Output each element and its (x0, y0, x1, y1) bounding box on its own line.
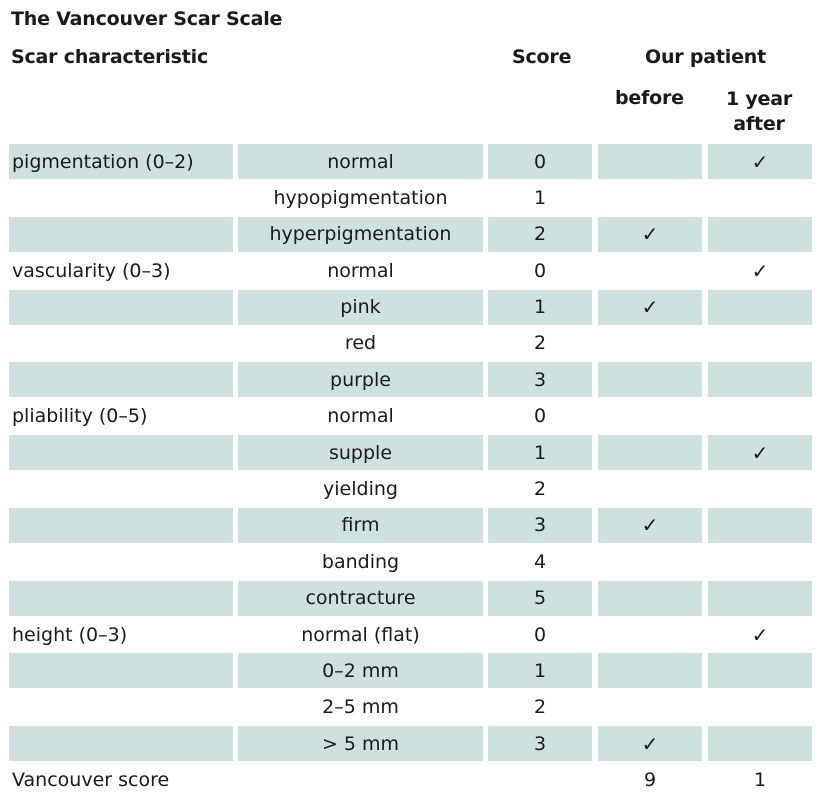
before-cell (598, 326, 702, 361)
after-check-icon: ✓ (751, 258, 769, 283)
after-check-icon: ✓ (751, 622, 769, 647)
before-cell (598, 690, 702, 725)
before-cell (598, 144, 702, 179)
before-cell (598, 617, 702, 652)
table-row (0, 217, 825, 253)
level-cell: hypopigmentation (273, 186, 448, 209)
header-score: Score (512, 46, 572, 68)
total-label: Vancouver score (12, 769, 170, 791)
before-cell (598, 581, 702, 616)
before-check-icon: ✓ (598, 508, 702, 543)
level-cell: supple (238, 435, 483, 470)
total-before: 9 (643, 769, 657, 791)
table-row (0, 326, 825, 362)
characteristic-cell (9, 581, 233, 616)
before-check-icon: ✓ (598, 217, 702, 252)
before-check-icon: ✓ (598, 726, 702, 761)
characteristic-cell: vascularity (0–3) (12, 259, 171, 282)
after-cell (708, 362, 812, 397)
level-cell: contracture (238, 581, 483, 616)
level-cell: purple (238, 362, 483, 397)
table-row (0, 617, 825, 653)
before-cell (598, 544, 702, 579)
level-cell: firm (238, 508, 483, 543)
after-cell (708, 726, 812, 761)
score-cell: 2 (533, 332, 547, 355)
level-cell: > 5 mm (238, 726, 483, 761)
level-cell: normal (238, 144, 483, 179)
scale-table (0, 144, 825, 763)
table-row (0, 399, 825, 435)
level-cell: yielding (323, 478, 398, 501)
before-cell (598, 435, 702, 470)
score-cell: 2 (488, 217, 592, 252)
before-cell (598, 653, 702, 688)
table-row (0, 508, 825, 544)
characteristic-cell (9, 326, 233, 361)
characteristic-cell: pliability (0–5) (12, 405, 148, 428)
header-characteristic: Scar characteristic (11, 46, 209, 68)
after-cell (708, 508, 812, 543)
characteristic-cell: pigmentation (0–2) (9, 144, 233, 179)
after-cell (708, 399, 812, 434)
header-after: 1 year after (725, 88, 793, 135)
score-cell: 2 (533, 696, 547, 719)
after-cell (708, 217, 812, 252)
table-row (0, 253, 825, 289)
characteristic-cell (9, 726, 233, 761)
characteristic-cell (9, 508, 233, 543)
characteristic-cell (9, 290, 233, 325)
after-cell (708, 544, 812, 579)
characteristic-cell (9, 362, 233, 397)
table-row (0, 581, 825, 617)
characteristic-cell (9, 472, 233, 507)
level-cell: normal (327, 259, 394, 282)
after-cell (708, 326, 812, 361)
characteristic-cell (9, 690, 233, 725)
before-cell (598, 180, 702, 215)
level-cell: pink (238, 290, 483, 325)
before-cell (598, 362, 702, 397)
after-cell (708, 690, 812, 725)
total-row (0, 764, 825, 798)
score-cell: 5 (488, 581, 592, 616)
after-cell (708, 290, 812, 325)
score-cell: 0 (533, 623, 547, 646)
table-row (0, 653, 825, 689)
table-title: The Vancouver Scar Scale (11, 8, 283, 30)
characteristic-cell (9, 180, 233, 215)
table-row (0, 435, 825, 471)
table-row (0, 690, 825, 726)
header-before: before (615, 87, 684, 109)
table-row (0, 544, 825, 580)
score-cell: 1 (488, 653, 592, 688)
after-check-icon: ✓ (708, 144, 812, 179)
score-cell: 0 (533, 405, 547, 428)
after-check-icon: ✓ (708, 435, 812, 470)
level-cell: hyperpigmentation (238, 217, 483, 252)
characteristic-cell (9, 435, 233, 470)
score-cell: 1 (488, 290, 592, 325)
level-cell: normal (flat) (301, 623, 420, 646)
score-cell: 0 (533, 259, 547, 282)
characteristic-cell (9, 544, 233, 579)
score-cell: 3 (488, 508, 592, 543)
score-cell: 0 (488, 144, 592, 179)
before-cell (598, 399, 702, 434)
table-row (0, 290, 825, 326)
characteristic-cell (9, 217, 233, 252)
characteristic-cell: height (0–3) (12, 623, 128, 646)
level-cell: banding (321, 550, 400, 573)
score-cell: 1 (533, 186, 547, 209)
score-cell: 2 (533, 478, 547, 501)
level-cell: normal (327, 405, 394, 428)
level-cell: 0–2 mm (238, 653, 483, 688)
score-cell: 1 (488, 435, 592, 470)
score-cell: 3 (488, 726, 592, 761)
after-cell (708, 581, 812, 616)
characteristic-cell (9, 653, 233, 688)
table-row (0, 726, 825, 762)
score-cell: 3 (488, 362, 592, 397)
table-row (0, 144, 825, 180)
score-cell: 4 (533, 550, 547, 573)
before-check-icon: ✓ (598, 290, 702, 325)
after-cell (708, 653, 812, 688)
after-cell (708, 472, 812, 507)
header-our-patient: Our patient (645, 46, 766, 68)
table-row (0, 180, 825, 216)
table-row (0, 472, 825, 508)
table-row (0, 362, 825, 398)
level-cell: 2–5 mm (322, 696, 399, 719)
before-cell (598, 253, 702, 288)
level-cell: red (344, 332, 377, 355)
after-cell (708, 180, 812, 215)
before-cell (598, 472, 702, 507)
total-after: 1 (753, 769, 767, 791)
